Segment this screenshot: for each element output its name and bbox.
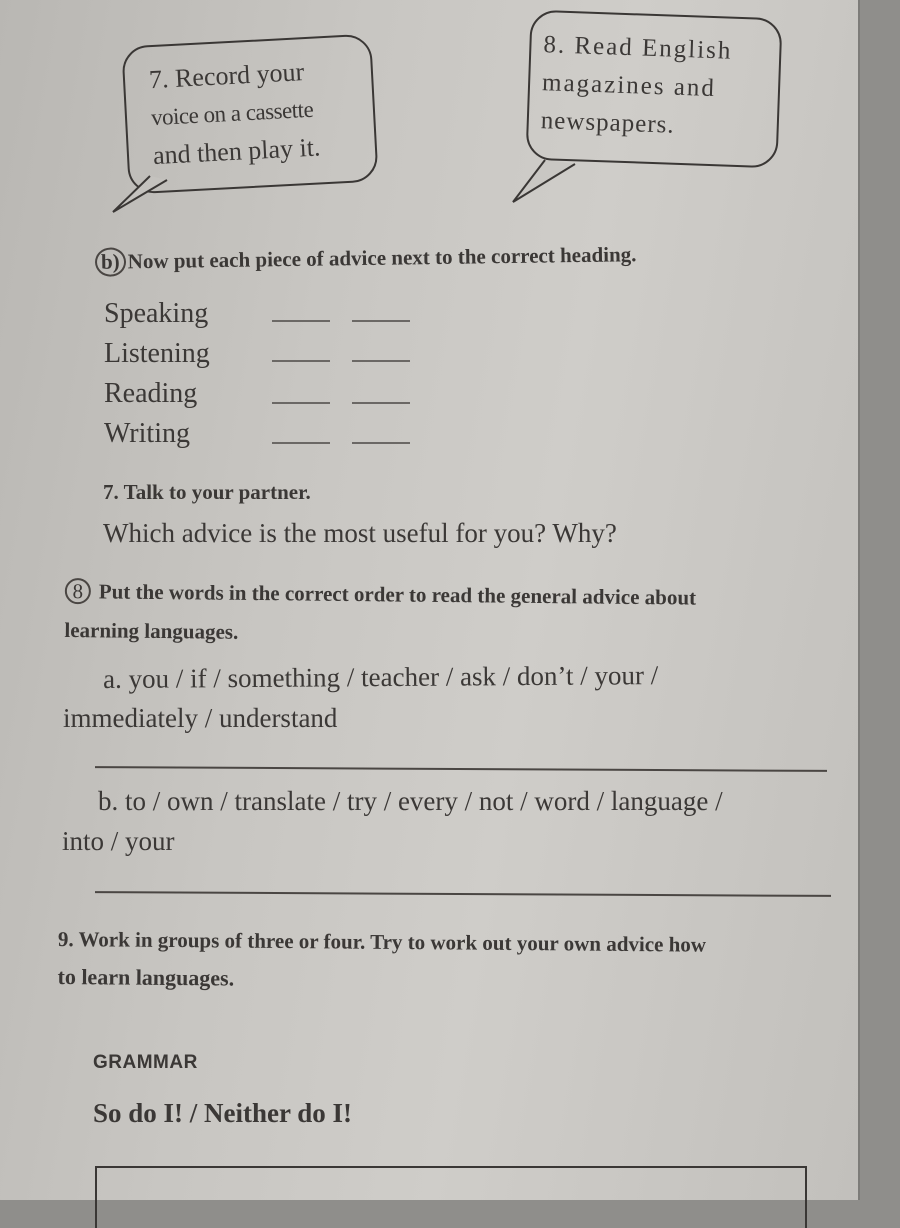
bubble-tail-left <box>105 168 175 218</box>
item-a-line1: a. you / if / something / teacher / ask / don’t / your / <box>103 660 659 694</box>
bubble-line: and then play it. <box>152 132 322 171</box>
answer-blank <box>352 320 410 322</box>
item-a-line2: immediately / understand <box>63 703 338 733</box>
exercise-b-marker: b) <box>95 247 126 276</box>
bubble-line: magazines and <box>541 69 717 103</box>
answer-line-b <box>95 891 831 897</box>
exercise-8-number: 8 <box>65 578 91 604</box>
answer-line-a <box>95 766 827 772</box>
exercise-9-instruction <box>57 926 707 991</box>
bubble-line: voice on a cassette <box>150 96 314 131</box>
answer-blank <box>272 442 330 444</box>
heading-speaking: Speaking <box>104 298 209 329</box>
exercise-7-question: Which advice is the most useful for you? Why? <box>103 518 617 548</box>
heading-writing: Writing <box>104 418 190 449</box>
item-b-line1: b. to / own / translate / try / every / not / word / language / <box>98 786 723 816</box>
exercise-9-line2: to learn languages. <box>57 963 235 991</box>
answer-blank <box>272 360 330 362</box>
grammar-label: GRAMMAR <box>93 1052 198 1073</box>
item-b-line2: into / your <box>62 826 175 856</box>
answer-blank <box>352 442 410 444</box>
grammar-box <box>95 1166 807 1228</box>
exercise-8-instruction <box>64 578 697 644</box>
exercise-7-title: 7. Talk to your partner. <box>103 480 311 504</box>
exercise-b-instruction <box>95 240 637 277</box>
exercise-8-line2: learning languages. <box>64 617 239 644</box>
speech-bubble-read-english <box>525 10 782 169</box>
exercise-9-line1: 9. Work in groups of three or four. Try to work out your own advice how <box>57 926 707 957</box>
bubble-line: 8. Read English <box>543 31 733 65</box>
heading-reading: Reading <box>104 378 198 409</box>
grammar-subtitle: So do I! / Neither do I! <box>93 1098 353 1128</box>
answer-blank <box>272 320 330 322</box>
answer-blank <box>352 360 410 362</box>
exercise-b-text: Now put each piece of advice next to the correct heading. <box>127 242 637 274</box>
bubble-line: 7. Record your <box>148 57 305 95</box>
bubble-tail-right <box>505 150 585 210</box>
bubble-line: newspapers. <box>540 107 676 139</box>
heading-listening: Listening <box>104 338 210 369</box>
exercise-8-line1: Put the words in the correct order to read the general advice about <box>98 579 697 610</box>
answer-blank <box>272 402 330 404</box>
answer-blank <box>352 402 410 404</box>
